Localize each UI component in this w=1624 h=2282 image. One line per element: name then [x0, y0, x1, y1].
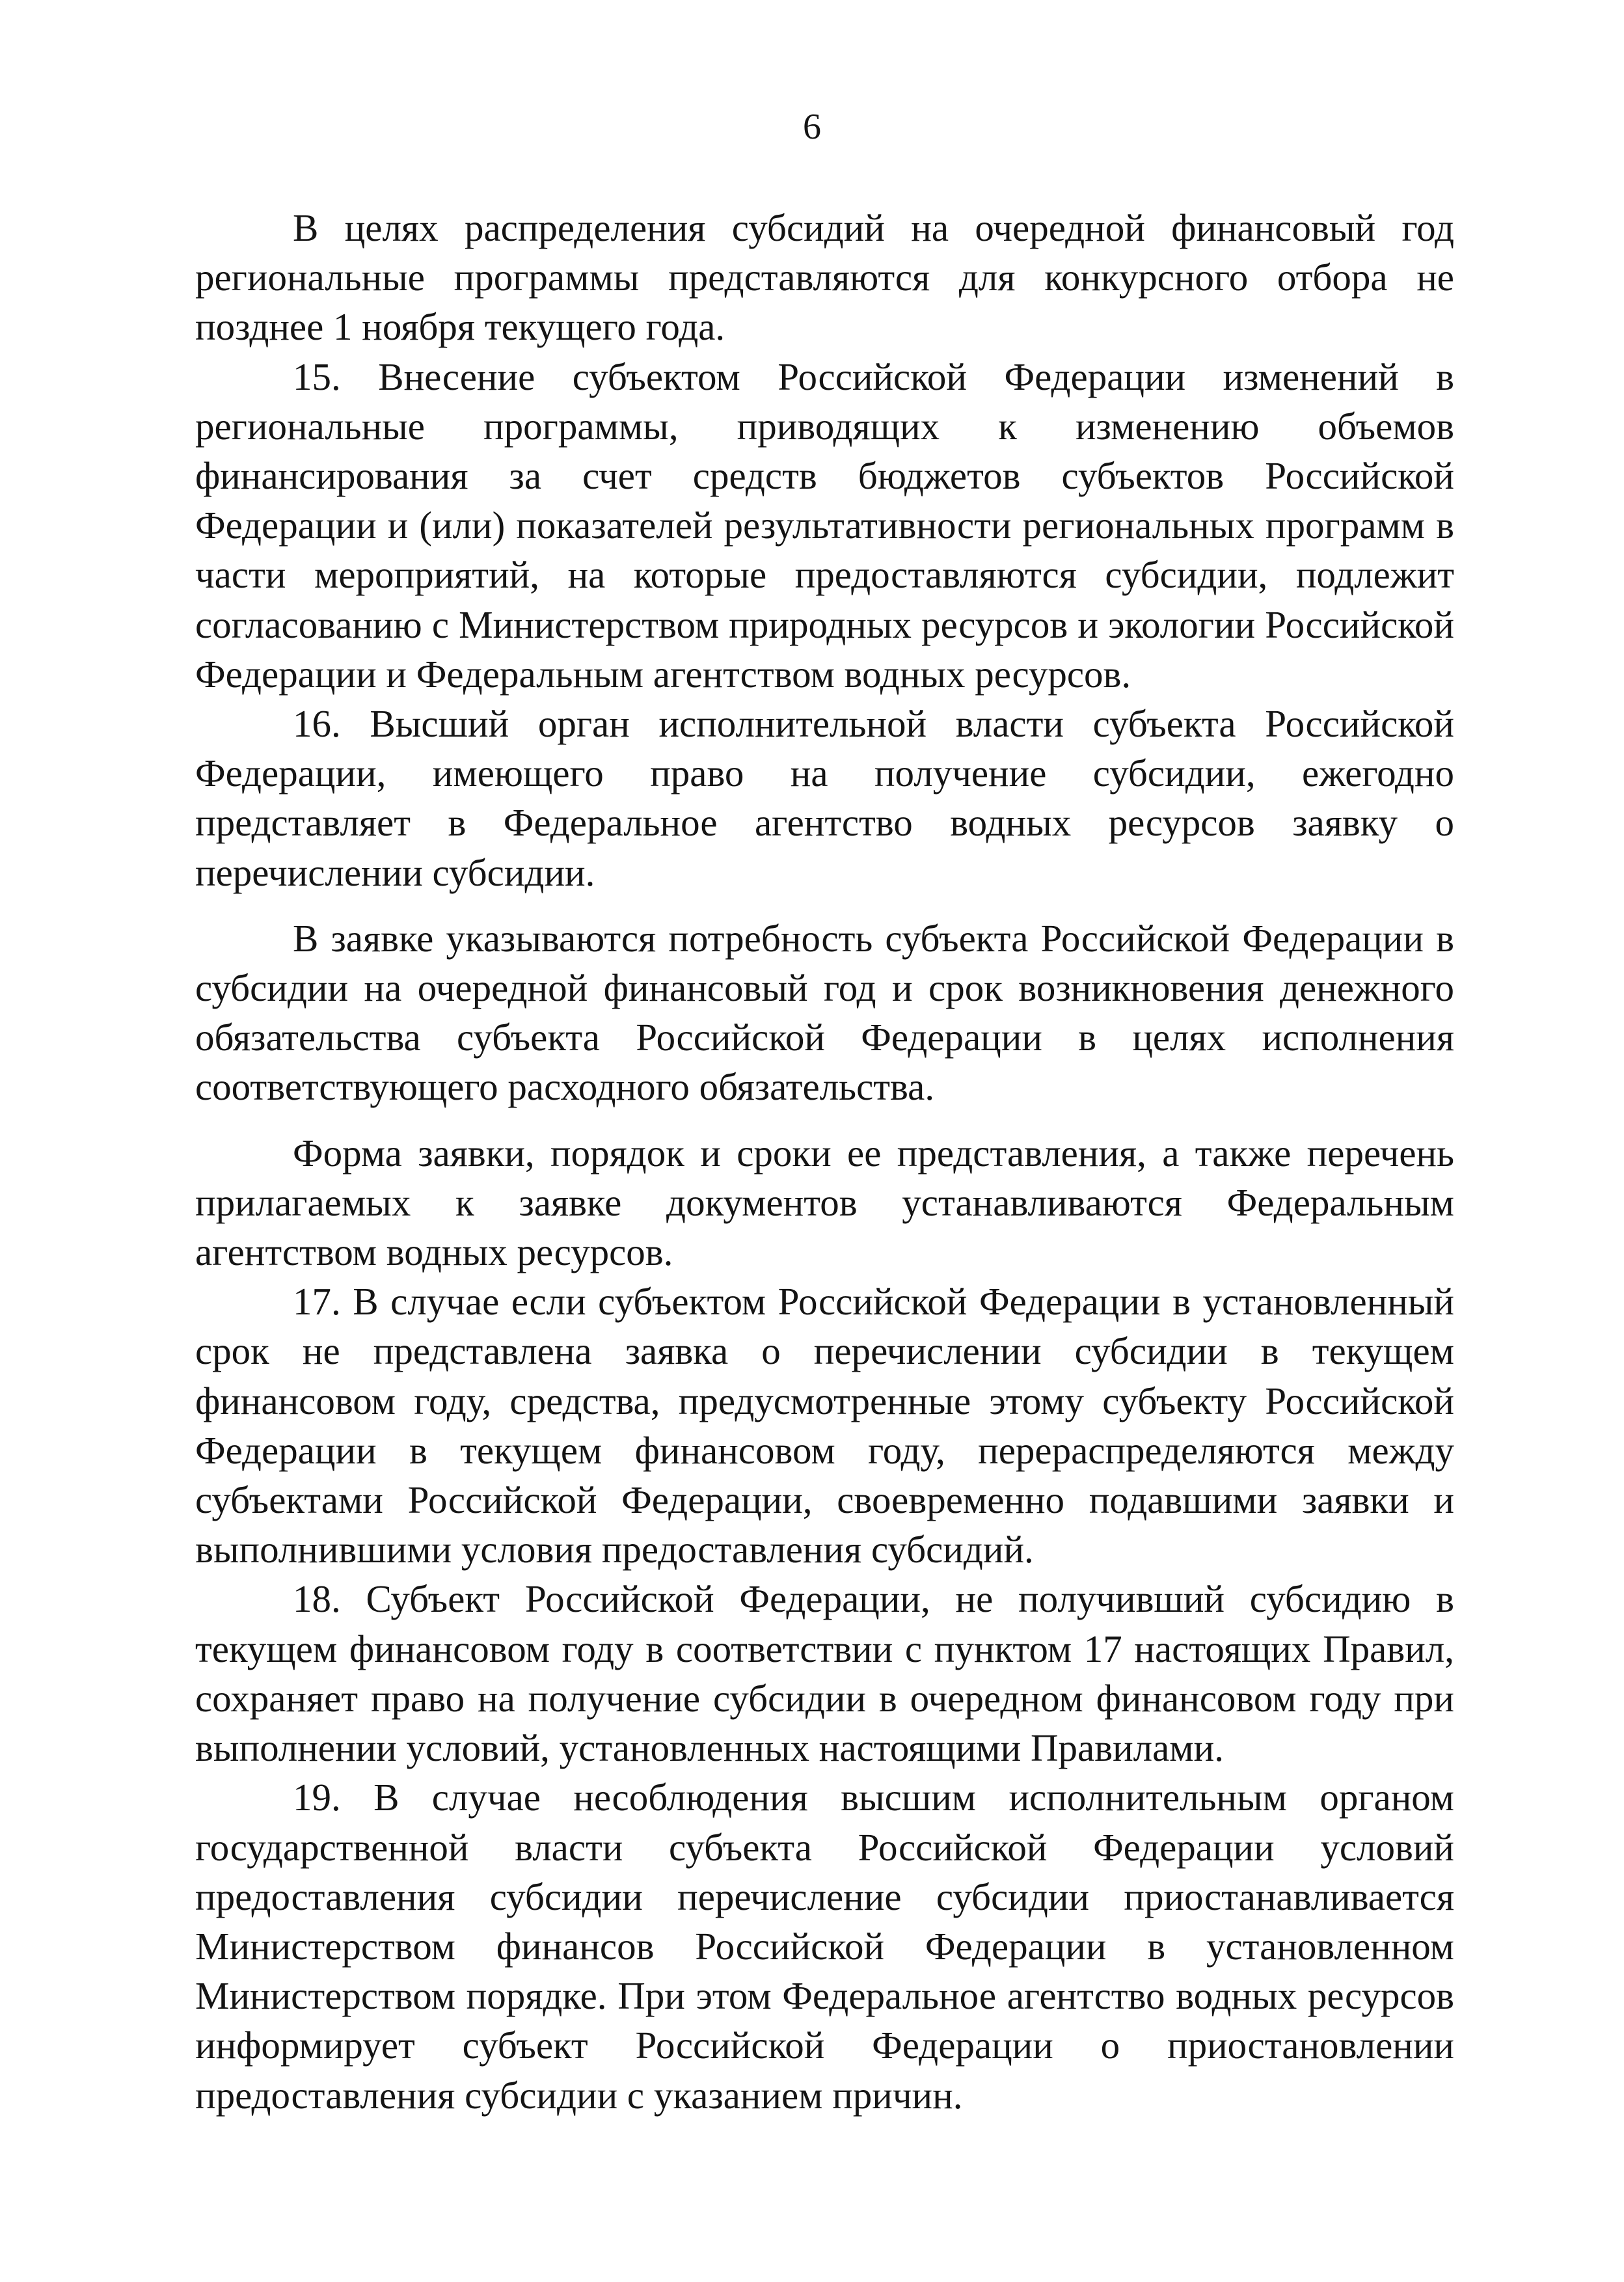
paragraph-item-18: 18. Субъект Российской Федерации, не получивший субсидию в текущем финансовом году в соответствии с пунктом 17 настоящих Правил, сохраняет право на получение субсидии в очередном финансовом году при выполнении условий, установленных настоящими Правилами.: [195, 1577, 1454, 1770]
paragraph-application-form: Форма заявки, порядок и сроки ее представления, а также перечень прилагаемых к заявке документов устанавливаются Федеральным агентством водных ресурсов.: [195, 1131, 1454, 1274]
paragraph-item-15: 15. Внесение субъектом Российской Федерации изменений в региональные программы, приводящих к изменению объемов финансирования за счет средств бюджетов субъектов Российской Федерации и (или) показателей результативности региональных программ в части мероприятий, на которые предоставляются субсидии, подлежит согласованию с Министерством природных ресурсов и экологии Российской Федерации и Федеральным агентством водных ресурсов.: [195, 355, 1454, 696]
paragraph-item-19: 19. В случае несоблюдения высшим исполнительным органом государственной власти субъекта Российской Федерации условий предоставления субсидии перечисление субсидии приостанавливается Министерством финансов Российской Федерации в установленном Министерством порядке. При этом Федеральное агентство водных ресурсов информирует субъект Российской Федерации о приостановлении предоставления субсидии с указанием причин.: [195, 1776, 1454, 2117]
paragraph-application-contents: В заявке указываются потребность субъекта Российской Федерации в субсидии на очередной финансовый год и срок возникновения денежного обязательства субъекта Российской Федерации в целях исполнения соответствующего расходного обязательства.: [195, 916, 1454, 1109]
paragraph-subsidy-distribution: В целях распределения субсидий на очередной финансовый год региональные программы представляются для конкурсного отбора не позднее 1 ноября текущего года.: [195, 206, 1454, 349]
page-number: 6: [803, 107, 821, 147]
document-body: [195, 203, 1454, 2120]
paragraph-item-17: 17. В случае если субъектом Российской Федерации в установленный срок не представлена заявка о перечислении субсидии в текущем финансовом году, средства, предусмотренные этому субъекту Российской Федерации в текущем финансовом году, перераспределяются между субъектами Российской Федерации, своевременно подавшими заявки и выполнившими условия предоставления субсидий.: [195, 1280, 1454, 1571]
paragraph-item-16: 16. Высший орган исполнительной власти субъекта Российской Федерации, имеющего право на получение субсидии, ежегодно представляет в Федеральное агентство водных ресурсов заявку о перечислении субсидии.: [195, 702, 1454, 894]
